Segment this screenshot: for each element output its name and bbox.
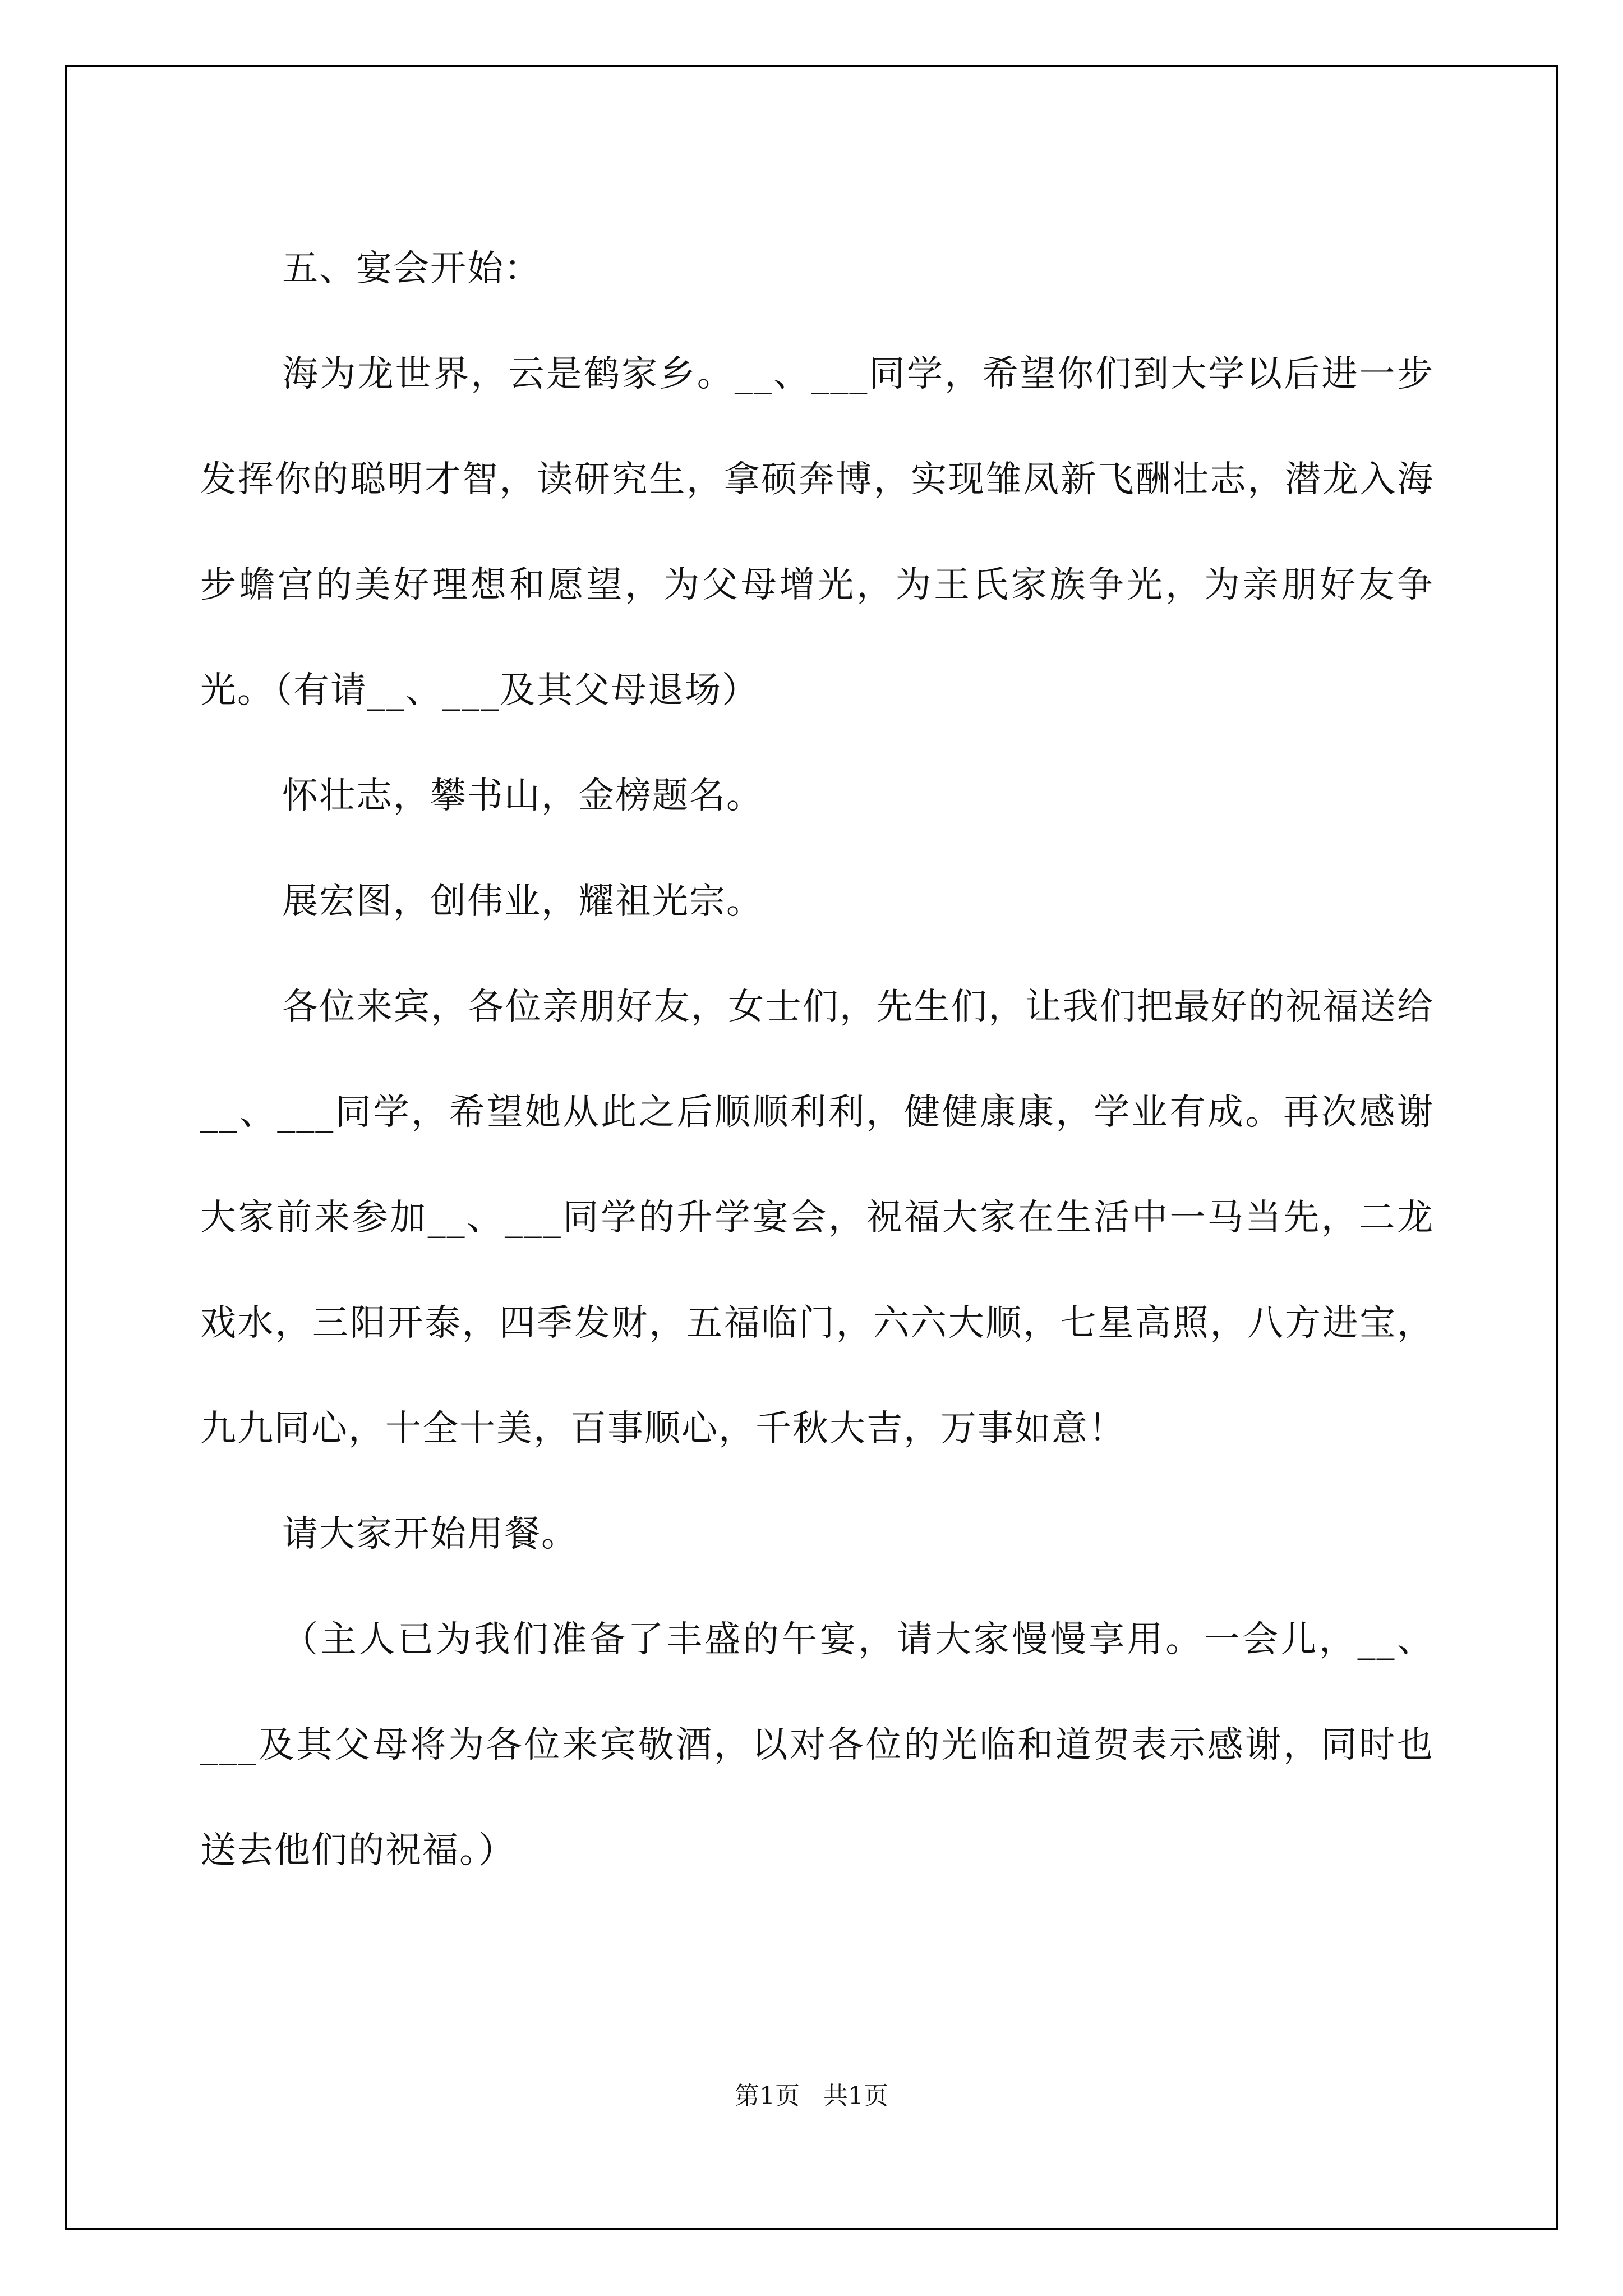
paragraph: 请大家开始用餐。 (282, 1513, 578, 1555)
paragraph: 海为龙世界，云是鹤家乡。__、___同学，希望你们到大学以后进一步发挥你的聪明才智，读研究生，拿硕奔博，实现雏凤新飞酬壮志，潜龙入海步蟾宫的美好理想和愿望，为父母增光，为王氏家族争光，为亲朋好友争光。（有请__、___及其父母退场） (200, 353, 1434, 711)
page-total: 共1页 (823, 2082, 888, 2110)
document-body (200, 216, 1434, 1903)
paragraph: 五、宴会开始： (282, 248, 541, 289)
page-footer (0, 2076, 1623, 2111)
paragraph: 怀壮志，攀书山，金榜题名。 (282, 775, 763, 817)
paragraph: （主人已为我们准备了丰盛的午宴，请大家慢慢享用。一会儿，__、___及其父母将为各位来宾敬酒，以对各位的光临和道贺表示感谢，同时也送去他们的祝福。） (200, 1619, 1434, 1871)
paragraph: 各位来宾，各位亲朋好友，女士们，先生们，让我们把最好的祝福送给__、___同学，希望她从此之后顺顺利利，健健康康，学业有成。再次感谢大家前来参加__、___同学的升学宴会，祝福大家在生活中一马当先，二龙戏水，三阳开泰，四季发财，五福临门，六六大顺，七星高照，八方进宝，九九同心，十全十美，百事顺心，千秋大吉，万事如意！ (200, 986, 1434, 1450)
paragraph: 展宏图，创伟业，耀祖光宗。 (282, 881, 763, 922)
page-number: 第1页 (735, 2082, 800, 2110)
